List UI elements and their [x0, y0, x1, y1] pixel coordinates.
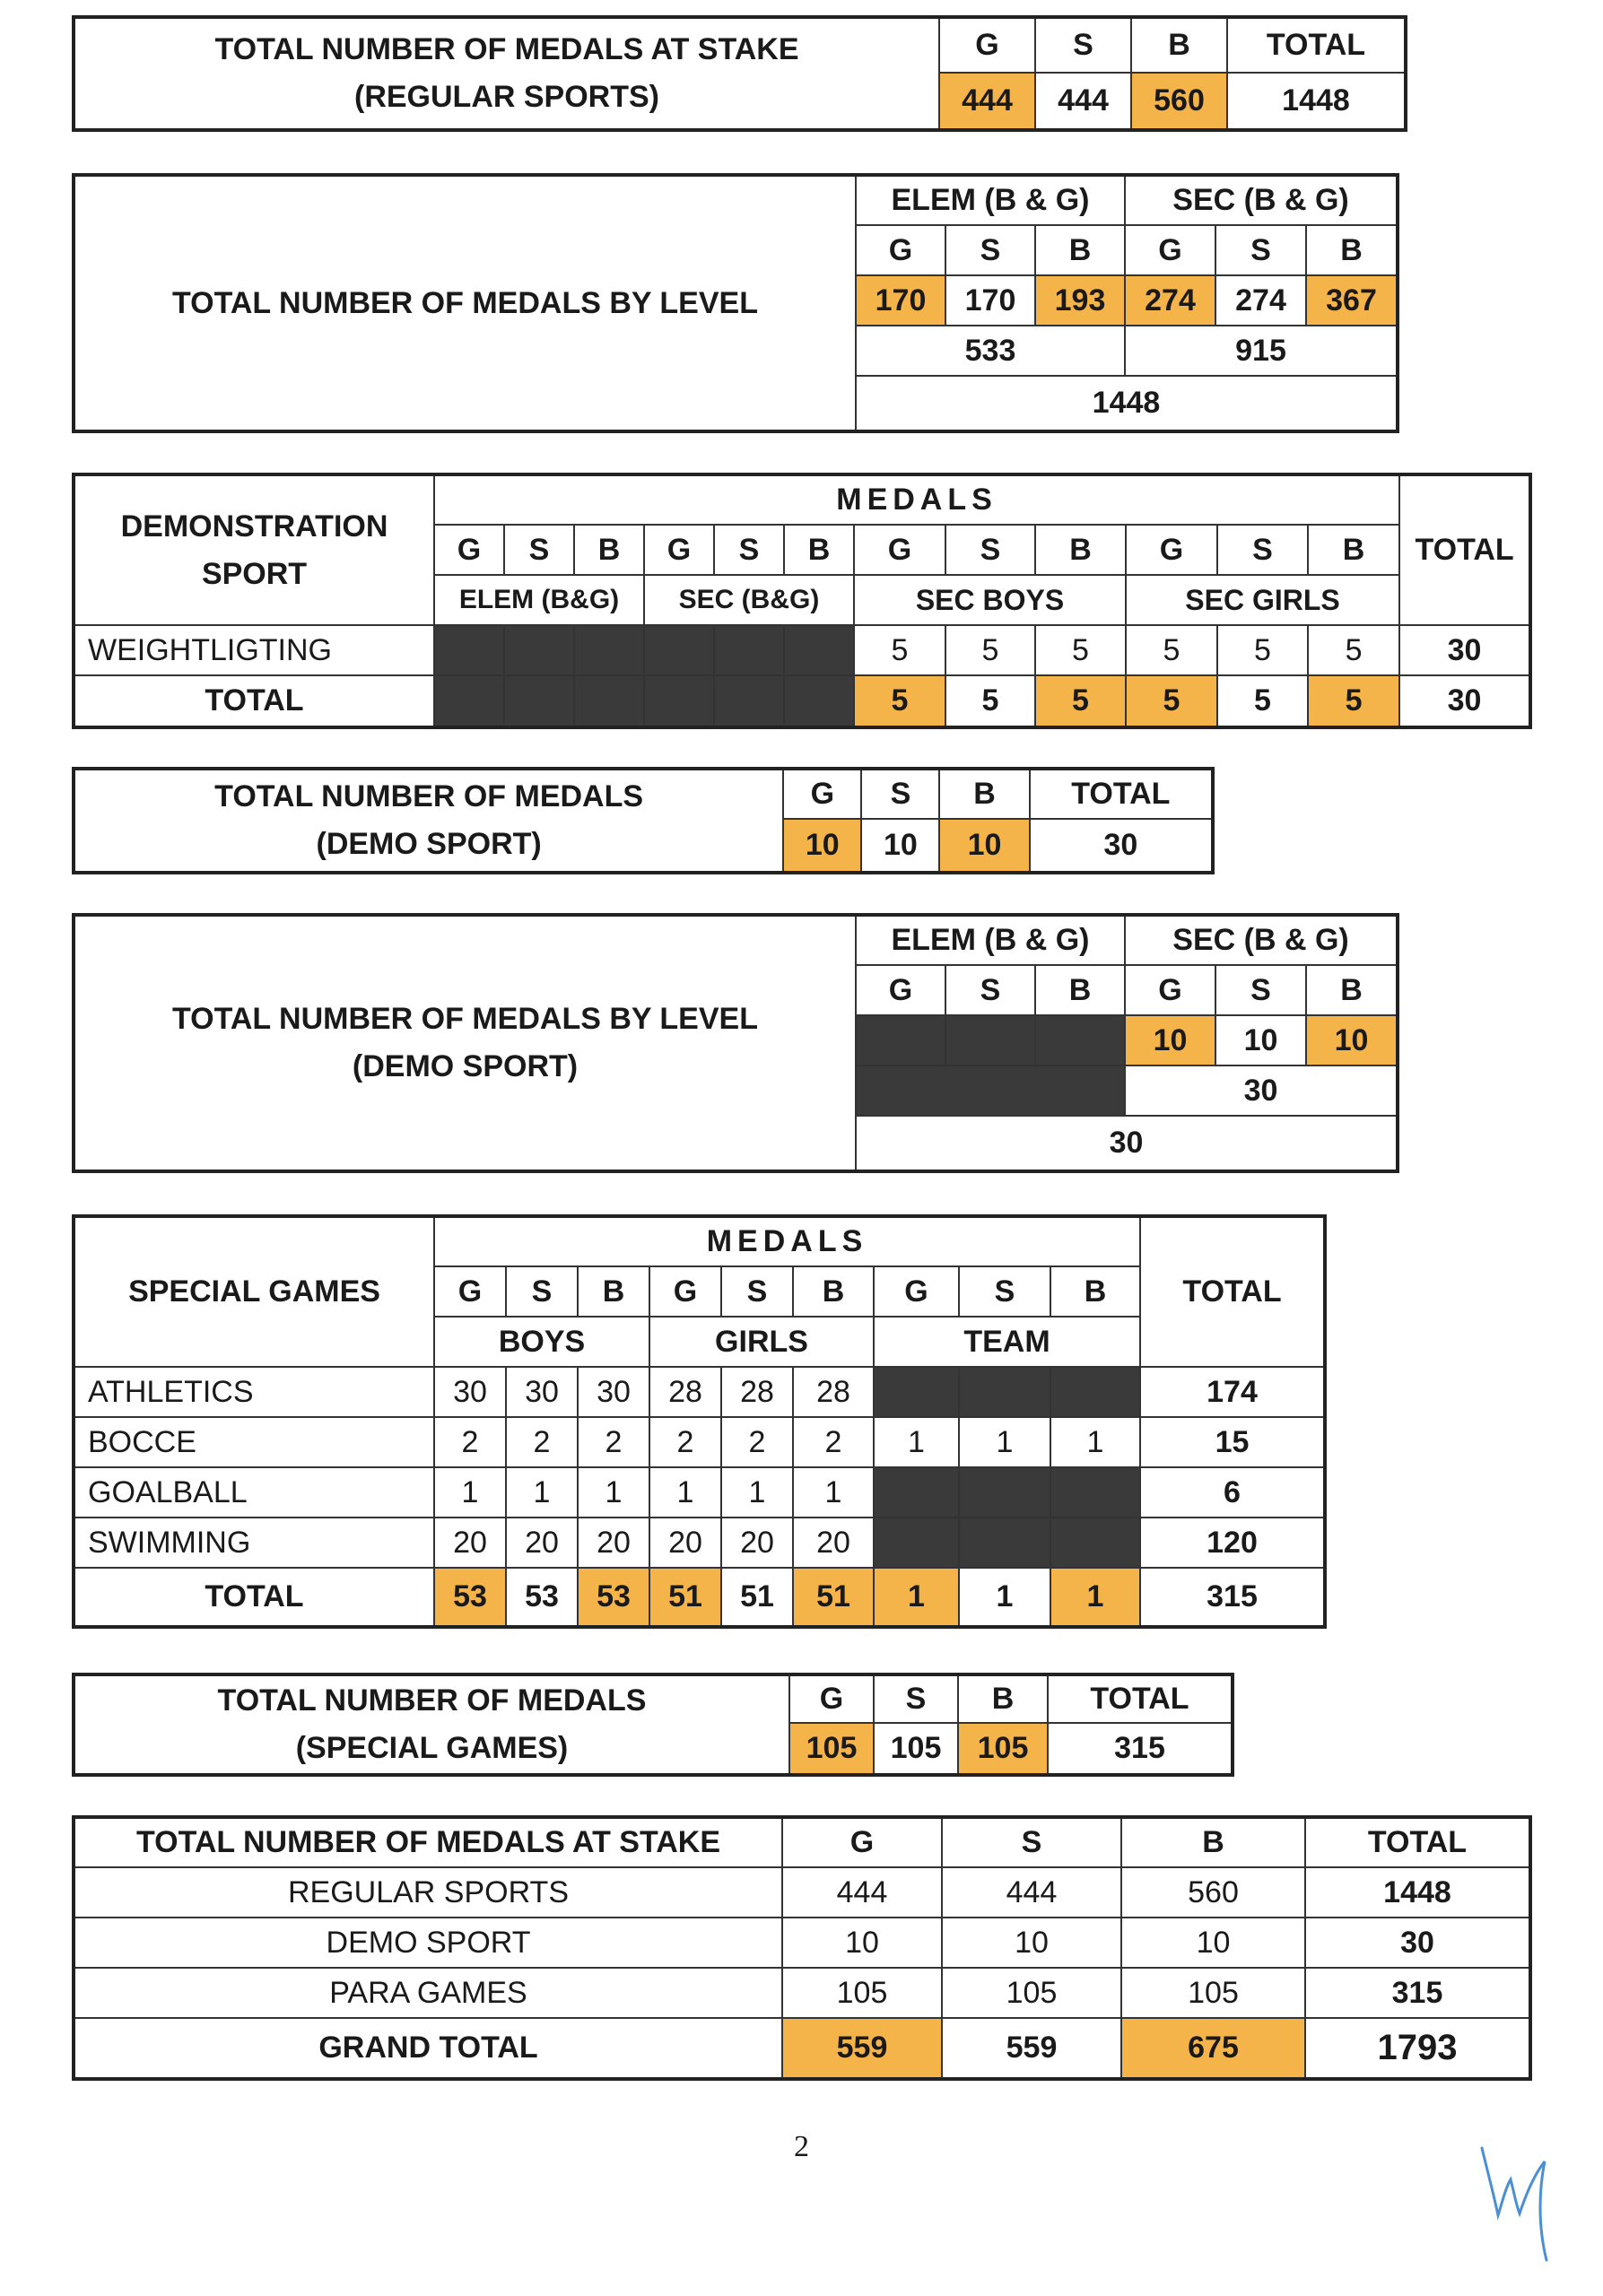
- empty-cell: [504, 625, 574, 675]
- value-cell: 5: [945, 675, 1035, 727]
- value-cell: 5: [1308, 625, 1399, 675]
- header-silver: S: [861, 769, 939, 819]
- title-line: (DEMO SPORT): [352, 1049, 579, 1083]
- row-label: ATHLETICS: [74, 1367, 434, 1417]
- page-number: 2: [794, 2130, 809, 2163]
- header-total: TOTAL: [1227, 17, 1406, 73]
- header-silver: S: [959, 1266, 1050, 1317]
- empty-cell: [1035, 1015, 1125, 1065]
- value-cell: 20: [506, 1518, 578, 1568]
- table-row: [74, 1467, 1325, 1518]
- value-gold: 444: [939, 73, 1035, 130]
- header-bronze: B: [1306, 225, 1398, 275]
- title-line: (REGULAR SPORTS): [354, 80, 659, 114]
- value-cell: 53: [578, 1568, 649, 1627]
- value-cell: 10: [1125, 1015, 1215, 1065]
- header-gold: G: [434, 1266, 506, 1317]
- header-bronze: B: [1035, 225, 1125, 275]
- table-title: [74, 17, 939, 130]
- header-total: TOTAL: [1140, 1216, 1325, 1367]
- empty-cell: [959, 1367, 1050, 1417]
- title-line: (SPECIAL GAMES): [295, 1731, 569, 1765]
- value-cell: 274: [1215, 275, 1306, 326]
- title-line: TOTAL NUMBER OF MEDALS BY LEVEL: [172, 1002, 758, 1037]
- value-cell: 2: [793, 1417, 874, 1467]
- value-cell: 1: [578, 1467, 649, 1518]
- value-cell: 1: [721, 1467, 793, 1518]
- grand-total: 30: [856, 1116, 1398, 1171]
- header-gold: G: [854, 525, 945, 575]
- value-cell: 1: [434, 1467, 506, 1518]
- empty-cell: [874, 1367, 959, 1417]
- header-silver: S: [721, 1266, 793, 1317]
- header-silver: S: [945, 525, 1035, 575]
- header-gold: G: [856, 225, 945, 275]
- value-gold: 10: [783, 819, 861, 873]
- header-silver: S: [504, 525, 574, 575]
- title-line: TOTAL NUMBER OF MEDALS AT STAKE: [214, 32, 799, 67]
- header-gold: G: [1125, 965, 1215, 1015]
- value-cell: 10: [1306, 1015, 1398, 1065]
- total-row: [74, 1568, 1325, 1627]
- value-cell: 1: [1050, 1568, 1140, 1627]
- header-gold: G: [874, 1266, 959, 1317]
- title-line: TOTAL NUMBER OF MEDALS: [217, 1683, 647, 1718]
- regular-sports-medals-table: [72, 15, 1407, 132]
- header-gold: G: [1125, 225, 1215, 275]
- row-label: WEIGHTLIGTING: [74, 625, 434, 675]
- header-gold: G: [649, 1266, 721, 1317]
- table-row: [74, 1417, 1325, 1467]
- value-cell: 20: [721, 1518, 793, 1568]
- value-gold: 444: [782, 1867, 942, 1918]
- value-cell: 1: [1050, 1417, 1140, 1467]
- value-cell: 5: [1217, 675, 1308, 727]
- value-cell: 2: [578, 1417, 649, 1467]
- title-line: TOTAL NUMBER OF MEDALS: [214, 779, 644, 814]
- header-bronze: B: [784, 525, 854, 575]
- row-total: 6: [1140, 1467, 1325, 1518]
- group-elem: ELEM (B&G): [434, 575, 644, 625]
- header-bronze: B: [958, 1674, 1048, 1723]
- empty-cell: [959, 1518, 1050, 1568]
- header-total: TOTAL: [1030, 769, 1213, 819]
- value-cell: 20: [578, 1518, 649, 1568]
- table-title: [74, 1674, 789, 1775]
- row-total: 315: [1140, 1568, 1325, 1627]
- row-label: PARA GAMES: [74, 1968, 782, 2018]
- header-total: TOTAL: [1048, 1674, 1233, 1723]
- grand-total: 1448: [856, 376, 1398, 431]
- value-cell: 5: [1126, 625, 1217, 675]
- title-line: SPORT: [201, 556, 308, 591]
- value-cell: 1: [506, 1467, 578, 1518]
- empty-cell: [874, 1467, 959, 1518]
- value-cell: 274: [1125, 275, 1215, 326]
- value-total: 30: [1305, 1918, 1530, 1968]
- empty-cell: [874, 1518, 959, 1568]
- group-sec-girls: SEC GIRLS: [1126, 575, 1399, 625]
- value-cell: 28: [721, 1367, 793, 1417]
- header-silver: S: [1215, 225, 1306, 275]
- empty-cell: [644, 675, 714, 727]
- value-cell: 20: [434, 1518, 506, 1568]
- row-label: DEMO SPORT: [74, 1918, 782, 1968]
- value-cell: 5: [1035, 625, 1126, 675]
- value-cell: 170: [945, 275, 1035, 326]
- medals-header: MEDALS: [434, 1216, 1140, 1266]
- row-total: 30: [1399, 675, 1530, 727]
- handwritten-signature-icon: [1471, 2126, 1579, 2269]
- value-cell: 10: [1215, 1015, 1306, 1065]
- header-silver: S: [942, 1817, 1121, 1867]
- empty-cell: [434, 625, 504, 675]
- empty-cell: [574, 625, 644, 675]
- table-title: [74, 769, 783, 873]
- row-label: SWIMMING: [74, 1518, 434, 1568]
- value-silver: 444: [1035, 73, 1131, 130]
- row-total: 30: [1399, 625, 1530, 675]
- value-cell: 51: [721, 1568, 793, 1627]
- value-bronze: 10: [939, 819, 1029, 873]
- title-line: DEMONSTRATION: [120, 509, 388, 544]
- header-gold: G: [939, 17, 1035, 73]
- table-title: TOTAL NUMBER OF MEDALS AT STAKE: [74, 1817, 782, 1867]
- value-cell: 1: [959, 1568, 1050, 1627]
- value-bronze: 105: [1121, 1968, 1305, 2018]
- table-row: [74, 1918, 1530, 1968]
- table-row: [74, 1367, 1325, 1417]
- group-sec: SEC (B&G): [644, 575, 854, 625]
- empty-cell: [714, 625, 784, 675]
- value-cell: 20: [793, 1518, 874, 1568]
- value-cell: 2: [434, 1417, 506, 1467]
- value-gold: 559: [782, 2018, 942, 2079]
- empty-cell: [945, 1015, 1035, 1065]
- row-total: 174: [1140, 1367, 1325, 1417]
- value-silver: 559: [942, 2018, 1121, 2079]
- value-total: 30: [1030, 819, 1213, 873]
- empty-cell: [959, 1467, 1050, 1518]
- value-silver: 105: [942, 1968, 1121, 2018]
- demo-sport-medals-table: [72, 767, 1215, 874]
- value-cell: 5: [945, 625, 1035, 675]
- header-total: TOTAL: [1305, 1817, 1530, 1867]
- header-gold: G: [782, 1817, 942, 1867]
- row-label: GRAND TOTAL: [74, 2018, 782, 2079]
- group-boys: BOYS: [434, 1317, 649, 1367]
- header-bronze: B: [1306, 965, 1398, 1015]
- value-bronze: 560: [1131, 73, 1227, 130]
- row-label: TOTAL: [74, 675, 434, 727]
- value-gold: 10: [782, 1918, 942, 1968]
- row-total: 120: [1140, 1518, 1325, 1568]
- sec-total: 915: [1125, 326, 1398, 376]
- value-cell: 51: [649, 1568, 721, 1627]
- title-line: (DEMO SPORT): [316, 827, 542, 861]
- grand-total-row: [74, 2018, 1530, 2079]
- sec-total: 30: [1125, 1065, 1398, 1116]
- value-cell: 1: [874, 1568, 959, 1627]
- value-gold: 105: [782, 1968, 942, 2018]
- header-gold: G: [783, 769, 861, 819]
- value-cell: 28: [649, 1367, 721, 1417]
- header-silver: S: [945, 965, 1035, 1015]
- value-total: 1448: [1227, 73, 1406, 130]
- value-cell: 1: [959, 1417, 1050, 1467]
- empty-cell: [574, 675, 644, 727]
- empty-cell: [784, 625, 854, 675]
- value-silver: 444: [942, 1867, 1121, 1918]
- empty-cell: [1050, 1367, 1140, 1417]
- value-silver: 10: [942, 1918, 1121, 1968]
- header-bronze: B: [1035, 965, 1125, 1015]
- empty-cell: [504, 675, 574, 727]
- value-cell: 1: [793, 1467, 874, 1518]
- header-bronze: B: [1131, 17, 1227, 73]
- header-bronze: B: [578, 1266, 649, 1317]
- special-games-medals-table: [72, 1673, 1234, 1777]
- header-bronze: B: [793, 1266, 874, 1317]
- value-cell: 30: [578, 1367, 649, 1417]
- value-cell: 28: [793, 1367, 874, 1417]
- header-bronze: B: [939, 769, 1029, 819]
- value-cell: 51: [793, 1568, 874, 1627]
- value-cell: 5: [1217, 625, 1308, 675]
- value-cell: 5: [854, 625, 945, 675]
- empty-cell: [856, 1015, 945, 1065]
- value-cell: 193: [1035, 275, 1125, 326]
- header-total: TOTAL: [1399, 474, 1530, 625]
- table-title: SPECIAL GAMES: [74, 1216, 434, 1367]
- value-cell: 367: [1306, 275, 1398, 326]
- value-cell: 30: [434, 1367, 506, 1417]
- value-silver: 10: [861, 819, 939, 873]
- table-row: [74, 1968, 1530, 2018]
- value-silver: 105: [874, 1723, 958, 1775]
- empty-cell: [1050, 1467, 1140, 1518]
- header-silver: S: [1215, 965, 1306, 1015]
- value-cell: 5: [854, 675, 945, 727]
- row-label: REGULAR SPORTS: [74, 1867, 782, 1918]
- medals-header: MEDALS: [434, 474, 1399, 525]
- demo-sport-by-level-table: [72, 913, 1399, 1173]
- empty-cell: [714, 675, 784, 727]
- elem-header: ELEM (B & G): [856, 915, 1125, 965]
- value-cell: 170: [856, 275, 945, 326]
- value-total: 1448: [1305, 1867, 1530, 1918]
- value-cell: 1: [649, 1467, 721, 1518]
- elem-header: ELEM (B & G): [856, 175, 1125, 225]
- empty-cell: [1050, 1518, 1140, 1568]
- sec-header: SEC (B & G): [1125, 915, 1398, 965]
- value-total: 315: [1048, 1723, 1233, 1775]
- table-title: [74, 474, 434, 625]
- value-cell: 2: [649, 1417, 721, 1467]
- header-gold: G: [644, 525, 714, 575]
- value-gold: 105: [789, 1723, 874, 1775]
- special-games-table: [72, 1214, 1327, 1629]
- medals-by-level-table: [72, 173, 1399, 433]
- value-cell: 20: [649, 1518, 721, 1568]
- empty-cell: [856, 1065, 1125, 1116]
- row-total: 15: [1140, 1417, 1325, 1467]
- value-cell: 2: [506, 1417, 578, 1467]
- value-cell: 1: [874, 1417, 959, 1467]
- header-bronze: B: [1121, 1817, 1305, 1867]
- row-label: BOCCE: [74, 1417, 434, 1467]
- value-cell: 53: [506, 1568, 578, 1627]
- header-gold: G: [789, 1674, 874, 1723]
- demonstration-sport-table: [72, 473, 1532, 729]
- header-silver: S: [1217, 525, 1308, 575]
- value-total: 1793: [1305, 2018, 1530, 2079]
- elem-total: 533: [856, 326, 1125, 376]
- header-silver: S: [714, 525, 784, 575]
- sec-header: SEC (B & G): [1125, 175, 1398, 225]
- header-bronze: B: [1035, 525, 1126, 575]
- value-total: 315: [1305, 1968, 1530, 2018]
- header-gold: G: [434, 525, 504, 575]
- value-bronze: 560: [1121, 1867, 1305, 1918]
- header-silver: S: [506, 1266, 578, 1317]
- header-silver: S: [1035, 17, 1131, 73]
- table-row: [74, 1518, 1325, 1568]
- value-cell: 5: [1126, 675, 1217, 727]
- value-cell: 5: [1035, 675, 1126, 727]
- empty-cell: [434, 675, 504, 727]
- table-title: TOTAL NUMBER OF MEDALS BY LEVEL: [74, 175, 856, 431]
- value-bronze: 105: [958, 1723, 1048, 1775]
- header-bronze: B: [1308, 525, 1399, 575]
- value-cell: 2: [721, 1417, 793, 1467]
- header-silver: S: [945, 225, 1035, 275]
- empty-cell: [784, 675, 854, 727]
- group-team: TEAM: [874, 1317, 1140, 1367]
- row-label: GOALBALL: [74, 1467, 434, 1518]
- value-bronze: 675: [1121, 2018, 1305, 2079]
- header-bronze: B: [1050, 1266, 1140, 1317]
- empty-cell: [644, 625, 714, 675]
- header-gold: G: [1126, 525, 1217, 575]
- header-bronze: B: [574, 525, 644, 575]
- group-girls: GIRLS: [649, 1317, 874, 1367]
- value-cell: 5: [1308, 675, 1399, 727]
- table-title: [74, 915, 856, 1171]
- value-cell: 30: [506, 1367, 578, 1417]
- header-gold: G: [856, 965, 945, 1015]
- value-cell: 53: [434, 1568, 506, 1627]
- group-sec-boys: SEC BOYS: [854, 575, 1126, 625]
- value-bronze: 10: [1121, 1918, 1305, 1968]
- total-medals-at-stake-table: [72, 1815, 1532, 2081]
- table-row: [74, 1867, 1530, 1918]
- header-silver: S: [874, 1674, 958, 1723]
- row-label: TOTAL: [74, 1568, 434, 1627]
